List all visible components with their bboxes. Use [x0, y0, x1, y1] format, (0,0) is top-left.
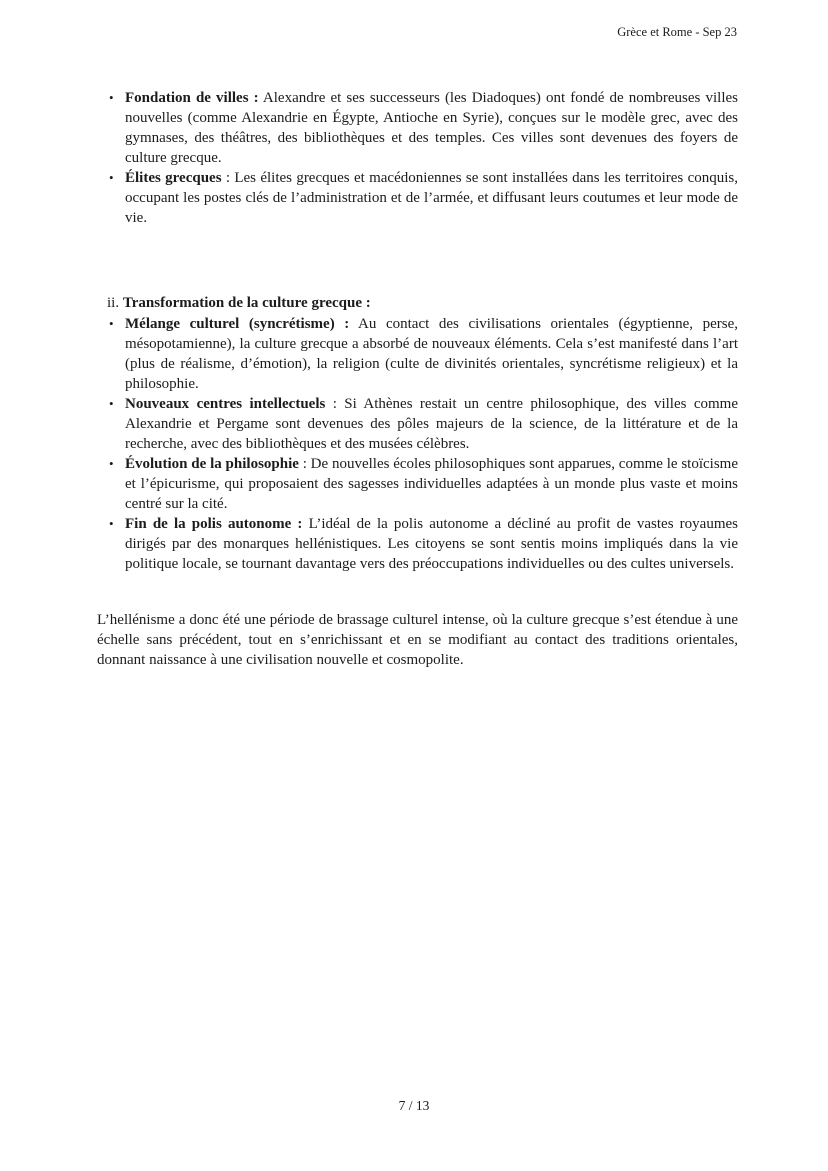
list-item-lead: Nouveaux centres intellectuels [125, 396, 326, 412]
list-item-lead: Fin de la polis autonome : [125, 516, 303, 532]
list-item-text: : De nouvelles écoles philosophiques sont apparues, comme le stoïcisme et l’épicurisme, qui proposaient des sagesses individuelles adaptées à un monde plus vaste et moins centré sur la cité. [125, 456, 739, 512]
bullet-list-hellenistic-spread [97, 88, 738, 228]
list-item [109, 394, 738, 454]
closing-paragraph: L’hellénisme a donc été une période de brassage culturel intense, où la culture grecque s’est étendue à une échelle sans précédent, tout en s’enrichissant et en se modifiant au contact des traditions orientales, donnant naissance à une civilisation nouvelle et cosmopolite. [97, 612, 738, 668]
bullet-list-culture-transformation [97, 314, 738, 574]
list-item-text: Au contact des civilisations orientales (égyptienne, perse, mésopotamienne), la culture grecque a absorbé de nouveaux éléments. Cela s’est manifesté dans l’art (plus de réalisme, d’émotion), la religion (culte de divinités orientales, syncrétisme religieux) et la philosophie. [125, 316, 738, 392]
list-item-text: L’idéal de la polis autonome a décliné au profit de vastes royaumes dirigés par des monarques hellénistiques. Les citoyens se sont sentis moins impliqués dans la vie politique locale, se tournant davantage vers des préoccupations individuelles ou des cultes universels. [125, 516, 738, 572]
list-item [109, 168, 738, 228]
list-item-lead: Élites grecques [125, 170, 222, 186]
list-item-text: Alexandre et ses successeurs (les Diadoques) ont fondé de nombreuses villes nouvelles (comme Alexandrie en Égypte, Antioche en Syrie), conçues sur le modèle grec, avec des gymnases, des théâtres, des bibliothèques et des temples. Ces villes sont devenues des foyers de culture grecque. [125, 90, 738, 166]
page-number: 7 / 13 [398, 1098, 430, 1113]
list-item-lead: Fondation de villes : [125, 90, 259, 106]
list-item [109, 454, 739, 514]
list-item-lead: Évolution de la philosophie [125, 456, 299, 472]
section-heading [107, 293, 738, 314]
list-item-text: : Si Athènes restait un centre philosophique, des villes comme Alexandrie et Pergame sont devenues des pôles majeurs de la science, de la littérature et de la recherche, avec des bibliothèques et des musées célèbres. [125, 396, 738, 452]
bullet-icon: • [109, 396, 114, 411]
section-heading-title: Transformation de la culture grecque : [122, 295, 371, 311]
bullet-icon: • [109, 170, 114, 185]
page-header-title: Grèce et Rome - Sep 23 [617, 25, 737, 39]
bullet-icon: • [109, 516, 114, 531]
list-item-lead: Mélange culturel (syncrétisme) : [125, 316, 350, 332]
list-item-text: : Les élites grecques et macédoniennes se sont installées dans les territoires conquis, occupant les postes clés de l’administration et de l’armée, et diffusant leurs coutumes et leur mode de vie. [125, 170, 738, 226]
section-heading-numeral: ii. [107, 295, 120, 311]
bullet-icon: • [109, 90, 114, 105]
bullet-icon: • [109, 316, 114, 331]
list-item [109, 88, 738, 168]
list-item [109, 514, 738, 574]
list-item [109, 314, 738, 394]
bullet-icon: • [109, 456, 114, 471]
document-content [97, 88, 738, 670]
